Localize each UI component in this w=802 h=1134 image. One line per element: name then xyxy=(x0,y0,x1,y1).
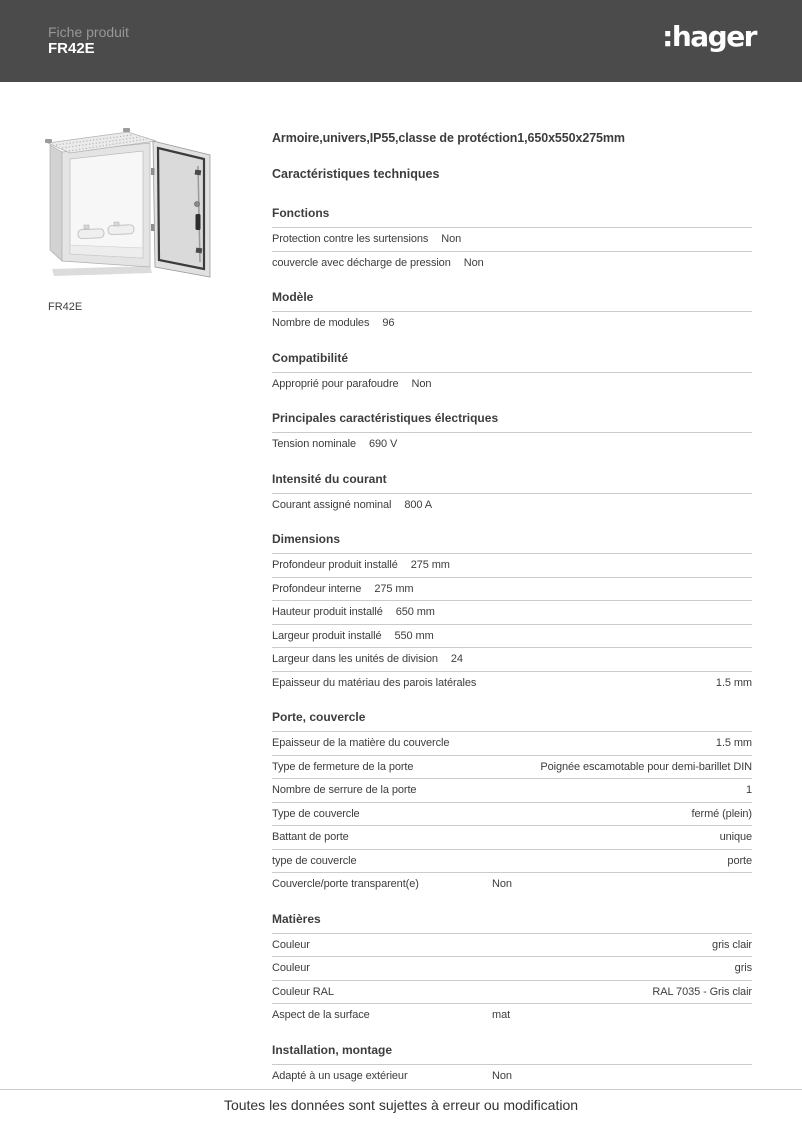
spec-value: 96 xyxy=(382,317,395,329)
spec-row xyxy=(272,850,752,874)
spec-label: Nombre de modules xyxy=(272,317,370,329)
header-bar xyxy=(0,0,802,82)
spec-value: 550 mm xyxy=(394,629,434,642)
spec-row xyxy=(272,732,752,756)
spec-value: 800 A xyxy=(404,498,433,511)
enclosure-product-image xyxy=(40,126,218,286)
spec-label: type de couvercle xyxy=(272,854,357,867)
spec-section xyxy=(272,350,752,397)
spec-row xyxy=(272,934,752,958)
section-heading: Porte, couvercle xyxy=(272,709,752,732)
figure-caption: FR42E xyxy=(48,301,83,313)
spec-row xyxy=(272,957,752,981)
spec-value: Non xyxy=(463,256,484,269)
product-title: Armoire,univers,IP55,classe de protéction1,650x550x275mm xyxy=(272,131,625,145)
spec-label: Profondeur interne xyxy=(272,582,362,595)
spec-content xyxy=(272,130,752,1102)
spec-label: Epaisseur de la matière du couvercle xyxy=(272,737,450,749)
spec-label: Couleur xyxy=(272,962,310,974)
tech-characteristics-heading: Caractéristiques techniques xyxy=(272,167,440,181)
spec-label: Type de couvercle xyxy=(272,807,360,820)
doc-type-label: Fiche produit xyxy=(48,24,129,40)
spec-section xyxy=(272,410,752,457)
spec-row xyxy=(272,578,752,602)
spec-value: gris xyxy=(734,962,752,974)
spec-row xyxy=(272,373,752,397)
hager-logo: :hager xyxy=(662,20,756,53)
spec-value: 1 xyxy=(745,784,752,796)
spec-row xyxy=(272,252,752,276)
spec-section xyxy=(272,911,752,1028)
spec-label: Hauteur produit installé xyxy=(272,606,383,618)
spec-value: RAL 7035 - Gris clair xyxy=(652,985,752,998)
product-code: FR42E xyxy=(48,40,95,57)
spec-row xyxy=(272,779,752,803)
spec-row xyxy=(272,1004,752,1028)
spec-row xyxy=(272,1065,752,1089)
spec-value: Non xyxy=(492,878,512,890)
section-heading: Compatibilité xyxy=(272,350,752,373)
spec-label: Tension nominale xyxy=(272,438,357,450)
section-heading: Dimensions xyxy=(272,531,752,554)
spec-label: Approprié pour parafoudre xyxy=(272,377,399,390)
spec-row xyxy=(272,494,752,518)
spec-row xyxy=(272,554,752,578)
spec-row xyxy=(272,625,752,649)
spec-label: Nombre de serrure de la porte xyxy=(272,784,417,796)
spec-value: 24 xyxy=(450,653,463,665)
section-heading: Modèle xyxy=(272,289,752,312)
section-heading: Matières xyxy=(272,911,752,934)
spec-value: porte xyxy=(727,854,752,867)
spec-row xyxy=(272,312,752,336)
section-heading: Fonctions xyxy=(272,205,752,228)
spec-row xyxy=(272,601,752,625)
spec-label: couvercle avec décharge de pression xyxy=(272,256,451,269)
section-heading: Intensité du courant xyxy=(272,471,752,494)
section-heading: Principales caractéristiques électriques xyxy=(272,410,752,433)
spec-value: 1.5 mm xyxy=(715,676,752,689)
spec-row xyxy=(272,803,752,827)
spec-label: Profondeur produit installé xyxy=(272,559,398,571)
spec-section xyxy=(272,1042,752,1089)
spec-row xyxy=(272,228,752,252)
spec-section xyxy=(272,205,752,275)
spec-label: Couvercle/porte transparent(e) xyxy=(272,878,419,890)
spec-label: Couleur xyxy=(272,938,310,951)
spec-row xyxy=(272,981,752,1005)
spec-label: Type de fermeture de la porte xyxy=(272,760,414,773)
spec-value: fermé (plein) xyxy=(691,807,752,820)
spec-row xyxy=(272,672,752,696)
spec-value: Poignée escamotable pour demi-barillet DIN xyxy=(540,760,752,773)
spec-value: 1.5 mm xyxy=(715,737,752,749)
spec-section xyxy=(272,471,752,518)
spec-label: Protection contre les surtensions xyxy=(272,233,429,245)
spec-label: Aspect de la surface xyxy=(272,1009,370,1021)
spec-row xyxy=(272,826,752,850)
product-figure xyxy=(40,126,230,313)
spec-row xyxy=(272,873,752,897)
spec-section xyxy=(272,289,752,336)
spec-value: 275 mm xyxy=(410,559,450,571)
spec-row xyxy=(272,756,752,780)
spec-value: Non xyxy=(441,233,462,245)
spec-sections xyxy=(272,205,752,1088)
spec-label: Battant de porte xyxy=(272,831,349,843)
spec-value: 275 mm xyxy=(374,582,414,595)
section-heading: Installation, montage xyxy=(272,1042,752,1065)
spec-value: mat xyxy=(492,1009,511,1021)
spec-label: Adapté à un usage extérieur xyxy=(272,1069,408,1082)
spec-label: Largeur dans les unités de division xyxy=(272,653,438,665)
spec-section xyxy=(272,531,752,695)
spec-row xyxy=(272,433,752,457)
spec-value: 650 mm xyxy=(395,606,435,618)
spec-label: Courant assigné nominal xyxy=(272,498,392,511)
spec-value: 690 V xyxy=(369,438,398,450)
spec-row xyxy=(272,648,752,672)
spec-label: Largeur produit installé xyxy=(272,629,382,642)
spec-value: unique xyxy=(719,831,752,843)
spec-label: Epaisseur du matériau des parois latérales xyxy=(272,676,477,689)
footer-disclaimer: Toutes les données sont sujettes à erreur ou modification xyxy=(0,1089,802,1113)
spec-value: Non xyxy=(492,1069,512,1082)
spec-value: gris clair xyxy=(712,938,752,951)
spec-section xyxy=(272,709,752,897)
spec-label: Couleur RAL xyxy=(272,985,334,998)
spec-value: Non xyxy=(411,377,432,390)
